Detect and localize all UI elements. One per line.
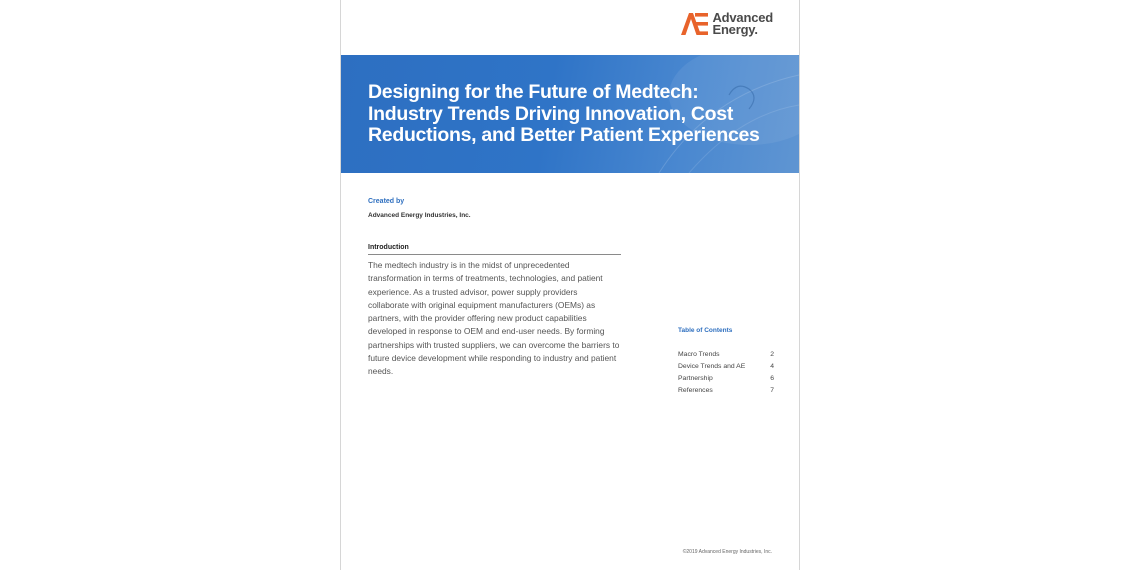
toc-item-label: References — [678, 387, 713, 394]
introduction-body: The medtech industry is in the midst of unprecedented transformation in terms of treatments, technologies, and patient experience. As a trusted advisor, power supply providers collaborate with original equipment manufacturers (OEMs) as partners, with the provider offering new product capabilities developed in response to OEM and end-user needs. By forming partnerships with trusted suppliers, we can overcome the barriers to future device development while responding to industry and patient needs. — [368, 260, 620, 377]
toc-item[interactable] — [678, 361, 774, 373]
logo-line-1: Advanced — [712, 10, 773, 25]
toc-item[interactable] — [678, 385, 774, 397]
toc-item-page: 2 — [770, 351, 774, 358]
toc-item-page: 4 — [770, 363, 774, 370]
created-by-value: Advanced Energy Industries, Inc. — [368, 212, 471, 219]
logo-wordmark — [712, 12, 773, 36]
toc-item-page: 6 — [770, 375, 774, 382]
toc-item-label: Device Trends and AE — [678, 363, 746, 370]
toc-title: Table of Contents — [678, 327, 733, 334]
toc-item[interactable] — [678, 373, 774, 385]
ae-logo-mark-icon — [681, 13, 709, 35]
advanced-energy-logo — [681, 12, 773, 36]
document-page — [340, 0, 800, 570]
toc-item-page: 7 — [770, 387, 774, 394]
logo-line-2: Energy. — [712, 22, 758, 37]
toc-item[interactable] — [678, 349, 774, 361]
toc-item-label: Macro Trends — [678, 351, 720, 358]
document-title: Designing for the Future of Medtech: Industry Trends Driving Innovation, Cost Reductions, and Better Patient Experiences — [368, 81, 760, 146]
table-of-contents — [678, 327, 774, 397]
toc-item-label: Partnership — [678, 375, 713, 382]
title-banner — [341, 55, 799, 173]
introduction-heading: Introduction — [368, 244, 621, 255]
copyright-footer: ©2019 Advanced Energy Industries, Inc. — [682, 549, 772, 555]
created-by-label: Created by — [368, 198, 405, 205]
